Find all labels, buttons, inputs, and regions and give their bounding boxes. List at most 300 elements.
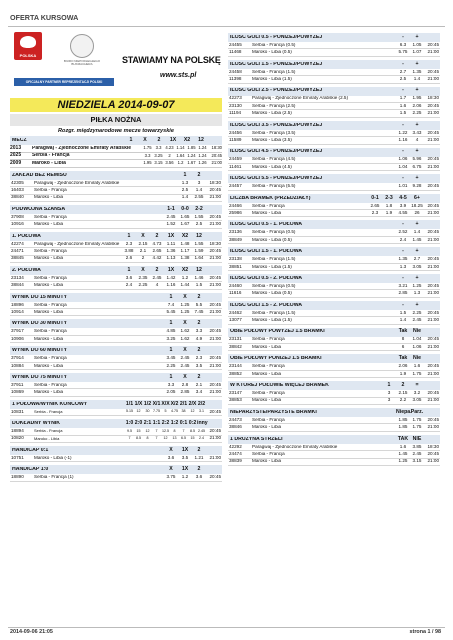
event-time: 21:00 [427, 317, 439, 323]
odds-cell[interactable]: 5.5 [195, 301, 203, 307]
market-section [228, 381, 440, 405]
odds-row[interactable] [10, 355, 222, 362]
odds-cell[interactable]: 3.6 [167, 454, 175, 460]
event-time: 20:45 [427, 256, 439, 262]
odds-cell[interactable]: 8 [146, 435, 149, 440]
market-column-label: = [415, 382, 419, 389]
market-column-label: 2/1 [179, 400, 188, 407]
event-number: 11398 [229, 76, 242, 82]
footer-divider [8, 627, 445, 628]
odds-cell[interactable]: 1.01 [398, 183, 408, 189]
odds-cell[interactable]: 2.35 [138, 274, 148, 280]
odds-cell[interactable]: 30 [145, 409, 150, 414]
odds-row[interactable] [10, 241, 222, 248]
odds-cell[interactable]: 2.06 [412, 102, 422, 108]
odds-row[interactable] [228, 337, 440, 344]
odds-cell[interactable]: 3.5 [181, 454, 189, 460]
odds-cell[interactable]: 1.85 [398, 416, 408, 422]
odds-row[interactable] [10, 309, 222, 316]
odds-cell[interactable]: 1.85 [398, 424, 408, 430]
odds-cell[interactable]: 2.8 [181, 381, 189, 387]
odds-cell[interactable]: 1.4 [413, 229, 421, 235]
odds-cell[interactable]: 1.07 [412, 49, 422, 55]
odds-cell[interactable]: 2.7 [413, 256, 421, 262]
odds-row[interactable] [228, 424, 440, 431]
odds-cell[interactable]: 12.5 [162, 428, 169, 433]
odds-row[interactable] [10, 328, 222, 335]
odds-cell[interactable]: 1.06 [412, 343, 422, 349]
odds-cell[interactable]: 2.15 [138, 240, 148, 246]
odds-row[interactable] [228, 264, 440, 271]
event-time: 18:30 [209, 179, 221, 185]
market-column-label: Niepa. [396, 408, 412, 415]
odds-cell[interactable]: 2.15 [398, 390, 408, 396]
odds-cell[interactable]: 18.25 [411, 202, 423, 208]
odds-cell[interactable]: 1.2 [181, 474, 189, 480]
odds-cell[interactable]: 2.55 [194, 194, 204, 200]
match-row[interactable] [10, 145, 222, 153]
odds-cell[interactable]: 2.65 [152, 248, 162, 254]
odds-row[interactable] [10, 474, 222, 481]
odds-cell[interactable]: 1.6 [413, 363, 421, 369]
event-time: 20:45 [209, 428, 221, 434]
odds-cell[interactable]: 2.3 [125, 240, 133, 246]
odds-cell[interactable]: 2.45 [180, 362, 190, 368]
odds-cell[interactable]: 2.2 [399, 397, 407, 403]
odds-cell[interactable]: 4.55 [398, 209, 408, 215]
odds-row[interactable] [10, 214, 222, 221]
odds-cell[interactable]: 3.05 [412, 263, 422, 269]
odds-cell[interactable]: 3 [387, 397, 391, 403]
odds-cell[interactable]: 3.21 [398, 282, 408, 288]
slogan: STAWIAMY NA POLSKĘ [122, 55, 221, 65]
odds-cell[interactable]: 1.59 [194, 248, 204, 254]
event-number: 10831 [11, 408, 24, 414]
odds-row[interactable] [10, 409, 222, 416]
odds-cell[interactable]: 2.3 [195, 355, 203, 361]
odds-cell[interactable]: 8 [401, 336, 405, 342]
odds-cell[interactable]: 1.11 [166, 240, 176, 246]
odds-cell[interactable]: 7 [155, 435, 158, 440]
odds-row[interactable] [228, 229, 440, 236]
market-column-label: - [402, 301, 404, 308]
odds-cell[interactable]: 1.25 [180, 308, 190, 314]
odds-cell[interactable]: 1.46 [194, 274, 204, 280]
odds-row[interactable] [10, 187, 222, 194]
odds-cell[interactable]: 3.25 [166, 335, 176, 341]
odds-cell[interactable]: 3.56 [165, 160, 174, 166]
event-number: 23138 [229, 256, 242, 262]
odds-cell[interactable]: 2 [168, 152, 171, 158]
odds-cell[interactable]: 3.88 [124, 248, 134, 254]
odds-cell[interactable]: 1.35 [412, 68, 422, 74]
odds-cell[interactable]: 3.25 [154, 152, 163, 158]
odds-row[interactable] [228, 210, 440, 217]
odds-row[interactable] [10, 389, 222, 396]
event-name: Paragwaj - Zjednoczone Emiraty Arabskie (2.5) [252, 96, 348, 101]
odds-row[interactable] [10, 336, 222, 343]
odds-cell[interactable]: 1.16 [166, 282, 176, 288]
odds-cell[interactable]: 3.5 [195, 362, 203, 368]
odds-cell[interactable]: 1.38 [180, 255, 190, 261]
odds-cell[interactable]: 9.5 [127, 428, 132, 433]
odds-cell[interactable]: 1.48 [180, 240, 190, 246]
odds-row[interactable] [228, 290, 440, 297]
event-number: 24471 [11, 248, 24, 254]
odds-cell[interactable]: 3 [197, 179, 201, 185]
event-time: 20:45 [209, 274, 221, 280]
odds-cell[interactable]: 3.15 [154, 160, 163, 166]
odds-cell[interactable]: 2.85 [398, 290, 408, 296]
odds-cell[interactable]: 1.3 [181, 179, 189, 185]
odds-cell[interactable]: 1.62 [180, 328, 190, 334]
odds-cell[interactable]: 3.15 [412, 458, 422, 464]
odds-cell[interactable]: 8.5 [136, 435, 141, 440]
market-title: ILOŚĆ GOLI 0.5 - PONIŻEJ/POWYŻEJ [230, 34, 323, 40]
odds-cell[interactable]: 5.45 [166, 308, 176, 314]
odds-cell[interactable]: 3.3 [167, 381, 175, 387]
odds-cell[interactable]: 38 [181, 409, 186, 414]
odds-cell[interactable]: 9.28 [412, 183, 422, 189]
odds-cell[interactable]: 1.52 [166, 221, 176, 227]
odds-cell[interactable]: 1.8 [385, 202, 393, 208]
odds-cell[interactable]: 2.7 [399, 68, 407, 74]
market-column-label: 2 [197, 171, 201, 178]
odds-cell[interactable]: 8 [173, 428, 176, 433]
odds-row[interactable] [10, 248, 222, 255]
odds-cell[interactable]: 2.45 [152, 274, 162, 280]
odds-cell[interactable]: 2.5 [399, 76, 407, 82]
event-name: Serbia - Francja [252, 337, 285, 342]
odds-cell[interactable]: 1.75 [412, 416, 422, 422]
market-section [228, 121, 440, 145]
odds-cell[interactable]: 1.45 [398, 451, 408, 456]
odds-cell[interactable]: 1.95 [412, 95, 422, 101]
event-name: Serbia - Francja (0.5) [252, 230, 296, 235]
market-column-label: + [415, 121, 419, 128]
market-column-label: inny [197, 420, 208, 427]
site-link[interactable]: www.sts.pl [160, 72, 197, 79]
odds-cell[interactable]: 7 [155, 428, 158, 433]
odds-cell[interactable]: 12 [145, 428, 150, 433]
odds-cell[interactable]: 2.5 [195, 221, 203, 227]
odds-cell[interactable]: 3.85 [412, 443, 422, 449]
odds-cell[interactable]: 15 [136, 428, 141, 433]
odds-row[interactable] [228, 371, 440, 378]
odds-cell[interactable]: 12 [163, 435, 168, 440]
odds-cell[interactable]: 6.75 [412, 163, 422, 169]
odds-row[interactable] [10, 363, 222, 370]
odds-cell[interactable]: 2.3 [371, 209, 379, 215]
odds-cell[interactable]: 1.16 [398, 137, 408, 143]
event-time: 21:00 [427, 137, 439, 143]
market-column-label: X/X [161, 400, 170, 407]
odds-cell[interactable]: 2.45 [198, 428, 205, 433]
odds-row[interactable] [228, 451, 440, 458]
odds-cell[interactable]: 2.1 [195, 381, 203, 387]
event-name: Serbia - Francja [34, 249, 67, 254]
odds-row[interactable] [228, 417, 440, 424]
odds-cell[interactable]: 2.45 [166, 213, 176, 219]
market-column-label: Tak [398, 328, 408, 335]
odds-cell[interactable]: 1.65 [180, 213, 190, 219]
odds-cell[interactable]: 7.4 [167, 301, 175, 307]
odds-row[interactable] [10, 256, 222, 263]
odds-row[interactable] [228, 69, 440, 76]
odds-row[interactable] [228, 283, 440, 290]
event-time: 21:00 [427, 397, 439, 403]
odds-row[interactable] [228, 49, 440, 56]
market-header [228, 328, 440, 337]
event-number: 38853 [229, 397, 242, 403]
odds-row[interactable] [228, 137, 440, 144]
odds-cell[interactable]: 5 [164, 409, 167, 414]
odds-cell[interactable]: 1.62 [180, 335, 190, 341]
odds-cell[interactable]: 1.6 [399, 443, 407, 449]
odds-cell[interactable]: 3.3 [155, 145, 162, 151]
odds-cell[interactable]: 1.42 [166, 274, 176, 280]
odds-cell[interactable]: 1.24 [198, 152, 207, 158]
odds-cell[interactable]: 3.1 [199, 409, 204, 414]
odds-cell[interactable]: 4.23 [165, 145, 174, 151]
odds-cell[interactable]: 1.9 [399, 370, 407, 376]
odds-row[interactable] [10, 436, 222, 443]
event-time: 21:00 [427, 370, 439, 376]
event-time: 21:00 [209, 454, 221, 460]
event-number: 24459 [229, 156, 242, 162]
odds-cell[interactable]: 4.42 [152, 255, 162, 261]
odds-cell[interactable]: 1.3 [413, 290, 421, 296]
event-number: 37917 [11, 328, 24, 334]
odds-cell[interactable]: 6.3 [399, 41, 407, 47]
odds-cell[interactable]: 1.17 [180, 248, 190, 254]
odds-row[interactable] [228, 344, 440, 351]
odds-row[interactable] [228, 256, 440, 263]
odds-cell[interactable]: 1.44 [180, 282, 190, 288]
odds-row[interactable] [10, 455, 222, 462]
odds-cell[interactable]: 1.55 [194, 213, 204, 219]
odds-row[interactable] [228, 103, 440, 110]
odds-cell[interactable]: 2.6 [125, 255, 133, 261]
odds-cell[interactable]: 2.45 [180, 355, 190, 361]
odds-cell[interactable]: 1.06 [398, 156, 408, 162]
market-column-label: X [183, 347, 187, 354]
odds-cell[interactable]: 1.4 [399, 317, 407, 323]
event-time: 20:45 [209, 248, 221, 254]
odds-row[interactable] [228, 157, 440, 164]
odds-cell[interactable]: 1.7 [399, 95, 407, 101]
odds-cell[interactable]: 1.25 [412, 282, 422, 288]
odds-cell[interactable]: 4.75 [171, 409, 178, 414]
odds-row[interactable] [10, 428, 222, 435]
odds-cell[interactable]: 2.25 [412, 110, 422, 116]
odds-cell[interactable]: 1.4 [413, 76, 421, 82]
odds-cell[interactable]: 1.5 [399, 309, 407, 315]
odds-cell[interactable]: 3.05 [412, 397, 422, 403]
odds-cell[interactable]: 3.6 [195, 474, 203, 480]
market-column-label: 1/X [134, 400, 143, 407]
odds-cell[interactable]: 2 [141, 255, 145, 261]
odds-row[interactable] [228, 444, 440, 451]
event-time: 20:45 [209, 328, 221, 334]
odds-cell[interactable]: 1.35 [398, 256, 408, 262]
match-row[interactable] [10, 153, 222, 161]
odds-cell[interactable]: 1.55 [194, 240, 204, 246]
odds-cell[interactable]: 1.9 [385, 209, 393, 215]
odds-row[interactable] [10, 221, 222, 228]
market-section [10, 266, 222, 290]
odds-cell[interactable]: 1.04 [398, 163, 408, 169]
odds-row[interactable] [10, 302, 222, 309]
odds-cell[interactable]: 3.75 [166, 474, 176, 480]
odds-cell[interactable]: 7 [182, 428, 185, 433]
odds-cell[interactable]: 2.45 [412, 317, 422, 323]
odds-cell[interactable]: 26 [414, 209, 420, 215]
odds-cell[interactable]: 1.64 [194, 255, 204, 261]
odds-cell[interactable]: 12 [136, 409, 141, 414]
odds-cell[interactable]: 3.3 [195, 328, 203, 334]
odds-cell[interactable]: 1.75 [412, 370, 422, 376]
odds-cell[interactable]: 3 [387, 390, 391, 396]
odds-cell[interactable]: 2.4 [199, 435, 204, 440]
odds-row[interactable] [228, 459, 440, 466]
market-column-label: 1:2 [170, 420, 179, 427]
odds-row[interactable] [228, 398, 440, 405]
market-title: ILOŚĆ GOLI 1.5 - 1. POŁOWA [230, 249, 303, 255]
odds-cell[interactable]: 1.67 [187, 160, 196, 166]
odds-cell[interactable]: 6.5 [181, 435, 186, 440]
odds-cell[interactable]: 2.52 [398, 229, 408, 235]
odds-cell[interactable]: 4.85 [166, 328, 176, 334]
odds-row[interactable] [228, 183, 440, 190]
event-number: 23147 [229, 390, 242, 396]
odds-cell[interactable]: 1.45 [412, 236, 422, 242]
odds-row[interactable] [228, 363, 440, 370]
odds-cell[interactable]: 2.4 [125, 282, 133, 288]
odds-cell[interactable]: 7 [128, 435, 131, 440]
odds-row[interactable] [10, 275, 222, 282]
odds-cell[interactable]: 4.73 [152, 240, 162, 246]
match-row[interactable] [10, 160, 222, 168]
odds-cell[interactable]: 1.2 [177, 160, 184, 166]
odds-row[interactable] [10, 282, 222, 289]
odds-cell[interactable]: 7.75 [153, 409, 160, 414]
odds-cell[interactable]: 2.06 [398, 363, 408, 369]
odds-cell[interactable]: 2.25 [166, 362, 176, 368]
odds-cell[interactable]: 2.1 [139, 248, 147, 254]
odds-cell[interactable]: 5.15 [126, 409, 133, 414]
odds-cell[interactable]: 1.95 [143, 160, 152, 166]
odds-cell[interactable]: 3.3 [144, 152, 151, 158]
odds-cell[interactable]: 2.05 [166, 389, 176, 395]
odds-cell[interactable]: 1.24 [198, 145, 207, 151]
odds-cell[interactable]: 2.25 [412, 309, 422, 315]
odds-cell[interactable]: 1.4 [195, 187, 203, 193]
odds-cell[interactable]: 3.2 [413, 390, 421, 396]
odds-cell[interactable]: 4 [415, 137, 419, 143]
market-section [228, 148, 440, 172]
odds-cell[interactable]: 3.6 [125, 274, 133, 280]
odds-cell[interactable]: 6 [401, 343, 405, 349]
odds-cell[interactable]: 1.24 [187, 152, 196, 158]
odds-cell[interactable]: 2.65 [370, 202, 380, 208]
odds-cell[interactable]: 1.04 [412, 336, 422, 342]
odds-cell[interactable]: 1.05 [412, 41, 422, 47]
odds-row[interactable] [228, 110, 440, 117]
odds-cell[interactable]: 1.67 [180, 221, 190, 227]
odds-cell[interactable]: 3.4 [195, 389, 203, 395]
odds-cell[interactable]: 1.13 [166, 255, 176, 261]
odds-cell[interactable]: 4.9 [195, 335, 203, 341]
odds-cell[interactable]: 2.25 [138, 282, 148, 288]
odds-cell[interactable]: 1.3 [399, 263, 407, 269]
event-time: 21:00 [209, 362, 221, 368]
odds-cell[interactable]: 1.4 [181, 194, 189, 200]
odds-row[interactable] [228, 310, 440, 317]
odds-cell[interactable]: 1.14 [176, 145, 185, 151]
odds-cell[interactable]: 8.5 [190, 428, 195, 433]
odds-cell[interactable]: 1.5 [399, 110, 407, 116]
odds-cell[interactable]: 13 [172, 435, 177, 440]
odds-cell[interactable]: 2.45 [412, 451, 422, 456]
odds-row[interactable] [228, 237, 440, 244]
odds-cell[interactable]: 3.45 [166, 355, 176, 361]
odds-cell[interactable]: 1.22 [398, 129, 408, 135]
odds-cell[interactable]: 1.25 [398, 458, 408, 464]
odds-cell[interactable]: 1.75 [412, 424, 422, 430]
odds-cell[interactable]: 1.64 [176, 152, 185, 158]
odds-cell[interactable]: 12 [190, 409, 195, 414]
odds-row[interactable] [228, 96, 440, 103]
odds-cell[interactable]: 15 [190, 435, 195, 440]
odds-row[interactable] [228, 203, 440, 210]
odds-row[interactable] [10, 180, 222, 187]
odds-cell[interactable]: 5.96 [412, 156, 422, 162]
odds-row[interactable] [228, 390, 440, 397]
odds-cell[interactable]: 3.9 [399, 202, 407, 208]
odds-row[interactable] [10, 195, 222, 202]
market-column-label: X/1 [152, 400, 161, 407]
odds-cell[interactable]: 2.85 [180, 389, 190, 395]
odds-row[interactable] [228, 130, 440, 137]
odds-cell[interactable]: 5.75 [398, 49, 408, 55]
odds-row[interactable] [10, 382, 222, 389]
odds-cell[interactable]: 2.4 [399, 236, 407, 242]
odds-cell[interactable]: 1.36 [166, 248, 176, 254]
odds-row[interactable] [228, 164, 440, 171]
odds-cell[interactable]: 1.25 [180, 301, 190, 307]
odds-row[interactable] [228, 42, 440, 49]
odds-cell[interactable]: 1.26 [198, 160, 207, 166]
odds-cell[interactable]: 4 [155, 282, 159, 288]
market-title: ILOŚĆ GOLI 1.5 - 2. POŁOWA [230, 302, 303, 308]
odds-cell[interactable]: 1.5 [195, 282, 203, 288]
market-header [228, 301, 440, 310]
match-number: 2009 [10, 159, 22, 166]
event-time: 20:45 [209, 301, 221, 307]
odds-cell[interactable]: 7.45 [194, 308, 204, 314]
odds-cell[interactable]: 1.2 [181, 274, 189, 280]
odds-cell[interactable]: 2.5 [181, 187, 189, 193]
odds-cell[interactable]: 1.21 [194, 454, 204, 460]
odds-cell[interactable]: 1.85 [187, 145, 196, 151]
odds-row[interactable] [228, 317, 440, 324]
odds-cell[interactable]: 1.6 [399, 102, 407, 108]
odds-cell[interactable]: 3.43 [412, 129, 422, 135]
odds-row[interactable] [228, 76, 440, 83]
odds-cell[interactable]: 1.75 [143, 145, 152, 151]
market-header [228, 247, 440, 256]
